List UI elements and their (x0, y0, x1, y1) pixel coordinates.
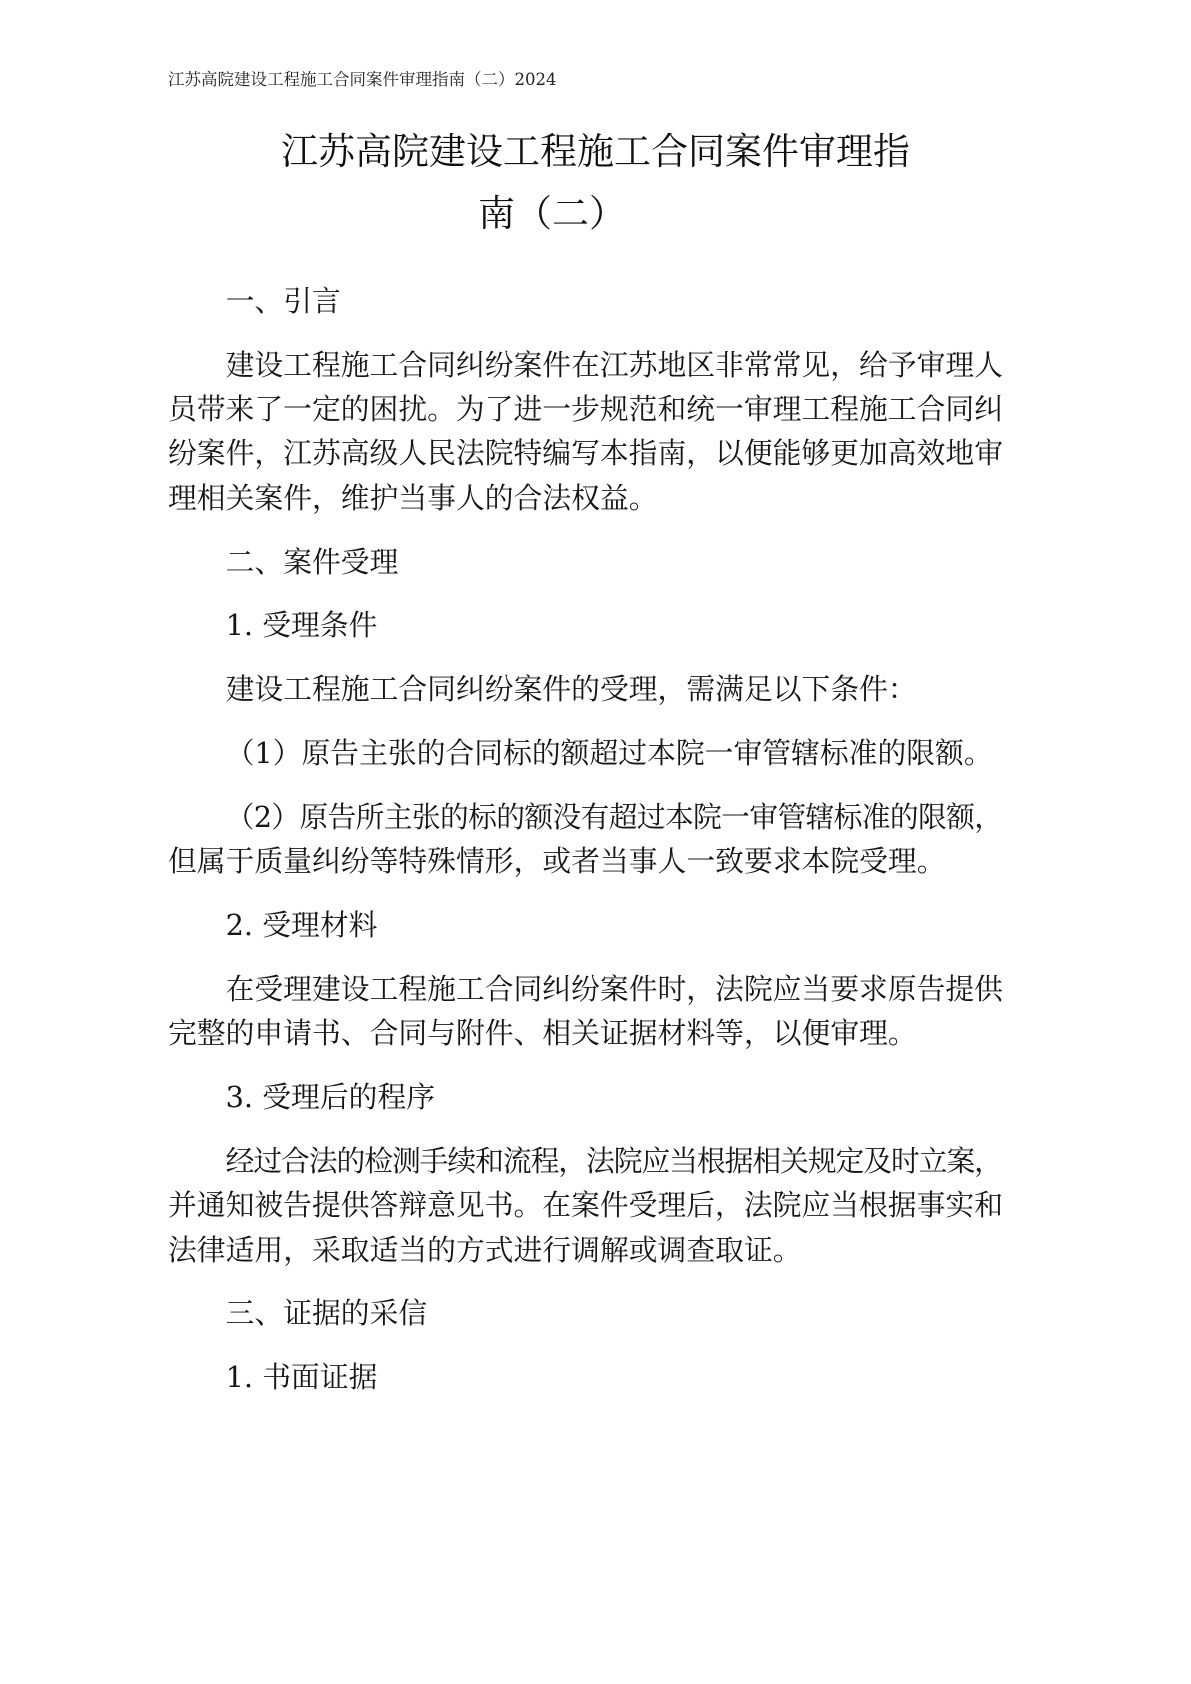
running-header: 江苏高院建设工程施工合同案件审理指南（二）2024 (168, 70, 557, 89)
text-line: 2. 受理材料 (225, 908, 378, 942)
text-line: 建设工程施工合同纠纷案件在江苏地区非常常见，给予审理人 (225, 347, 1003, 382)
text-line: 3. 受理后的程序 (225, 1080, 436, 1114)
section-heading (168, 1291, 1003, 1335)
document-body (168, 279, 1003, 1419)
text-line: 完整的申请书、合同与附件、相关证据材料等，以便审理。 (168, 1016, 917, 1051)
text-line: 但属于质量纠纷等特殊情形，或者当事人一致要求本院受理。 (168, 844, 946, 879)
body-paragraph (168, 343, 1003, 521)
text-line: 1. 受理条件 (225, 608, 378, 643)
text-line: 在受理建设工程施工合同纠纷案件时，法院应当要求原告提供 (225, 971, 1003, 1006)
text-line: （2）原告所主张的标的额没有超过本院一审管辖标准的限额， (225, 799, 1003, 834)
list-item (168, 795, 1003, 884)
list-item (168, 731, 1003, 775)
text-line: 1. 书面证据 (225, 1360, 378, 1395)
text-line: 经过合法的检测手续和流程，法院应当根据相关规定及时立案， (225, 1143, 1002, 1178)
text-line: 二、案件受理 (225, 544, 399, 579)
body-paragraph (168, 667, 1003, 711)
text-line: （1）原告主张的合同标的额超过本院一审管辖标准的限额。 (225, 736, 993, 770)
section-heading (168, 279, 1003, 323)
body-paragraph (168, 967, 1003, 1056)
text-line: 员带来了一定的困扰。为了进一步规范和统一审理工程施工合同纠 (168, 392, 1003, 426)
text-line: 理相关案件，维护当事人的合法权益。 (168, 480, 658, 515)
subsection-heading (168, 903, 1003, 947)
section-heading (168, 540, 1003, 584)
title-line: 江苏高院建设工程施工合同案件审理指 (281, 130, 910, 173)
text-line: 一、引言 (225, 283, 341, 318)
subsection-heading (168, 1355, 1003, 1399)
text-line: 建设工程施工合同纠纷案件的受理，需满足以下条件： (225, 672, 917, 707)
text-line: 纷案件，江苏高级人民法院特编写本指南，以便能够更加高效地审 (168, 436, 1003, 471)
body-paragraph (168, 1139, 1003, 1272)
subsection-heading (168, 603, 1003, 647)
text-line: 三、证据的采信 (225, 1296, 428, 1331)
text-line: 法律适用，采取适当的方式进行调解或调查取证。 (168, 1232, 802, 1267)
title-line: 南（二） (478, 192, 626, 235)
text-line: 并通知被告提供答辩意见书。在案件受理后，法院应当根据事实和 (168, 1188, 1003, 1223)
subsection-heading (168, 1075, 1003, 1119)
